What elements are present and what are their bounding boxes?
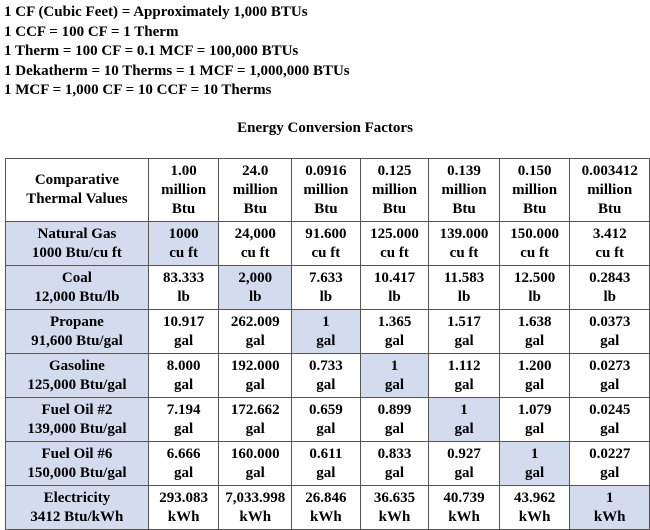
cell-text: cu ft [240,244,270,261]
cell-text: gal [454,464,474,481]
cell-text: Natural Gas [37,225,117,242]
note-line: 1 CF (Cubic Feet) = Approximately 1,000 BTUs [4,4,308,20]
cell-text: gal [316,376,336,393]
cell-text: 1.00 [170,162,197,179]
cell-text: gal [600,376,620,393]
value-cell [292,354,361,398]
value-cell [292,398,361,442]
value-cell [148,310,219,354]
fuel-label-cell [6,442,149,486]
value-cell [148,266,219,310]
cell-text: 91.600 [305,225,347,242]
cell-text: 3.412 [592,225,627,242]
cell-text: gal [316,464,336,481]
value-cell [148,354,219,398]
conversion-notes [4,3,350,101]
cell-text: lb [457,288,471,305]
cell-text: 8.000 [166,357,201,374]
value-cell [292,486,361,530]
value-cell [219,442,292,486]
cell-text: 1 [605,489,614,506]
cell-text: 0.150 [517,162,552,179]
cell-text: lb [248,288,262,305]
cell-text: gal [454,332,474,349]
table-row [6,310,650,354]
cell-text: Btu [243,200,267,217]
cell-text: gal [525,420,545,437]
value-cell [429,266,500,310]
fuel-label-cell [6,266,149,310]
cell-text: 139.000 [439,225,489,242]
cell-text: cu ft [595,244,625,261]
value-cell [292,266,361,310]
cell-text: 0.0245 [589,401,631,418]
cell-text: 91,600 Btu/gal [31,332,123,349]
cell-text: million [371,181,417,198]
cell-text: Btu [171,200,196,217]
cell-text: 1.079 [517,401,552,418]
value-cell [429,398,500,442]
cell-text: 1 [530,445,539,462]
cell-text: 43.962 [513,489,556,506]
cell-text: 1.200 [517,357,552,374]
value-cell [499,442,570,486]
cell-text: gal [316,420,336,437]
table-row [6,442,650,486]
cell-text: cu ft [169,244,198,261]
cell-text: 293.083 [159,489,208,506]
fuel-label-cell [6,222,149,266]
cell-text: 139,000 Btu/gal [27,420,127,437]
value-cell [360,486,429,530]
cell-text: 0.659 [309,401,343,418]
header-cell [429,159,500,222]
cell-text: lb [319,288,333,305]
cell-text: gal [384,332,405,349]
value-cell [570,310,650,354]
cell-text: cu ft [520,244,549,261]
cell-text: 1000 Btu/cu ft [31,244,122,261]
cell-text: Btu [452,200,476,217]
value-cell [219,398,292,442]
cell-text: gal [174,332,194,349]
value-cell [148,486,219,530]
cell-text: Btu [382,200,407,217]
cell-text: million [441,181,487,198]
value-cell [360,398,429,442]
cell-text: 1.638 [517,313,552,330]
cell-text: million [587,181,633,198]
table-title: Energy Conversion Factors [237,120,413,136]
cell-text: 7.194 [166,401,201,418]
table-row [6,354,650,398]
cell-text: 12,000 Btu/lb [34,288,120,305]
value-cell [148,398,219,442]
cell-text: gal [174,420,194,437]
cell-text: Thermal Values [26,191,128,207]
cell-text: million [303,181,349,198]
cell-text: Coal [61,269,92,286]
cell-text: 0.0373 [589,313,631,330]
cell-text: 150,000 Btu/gal [27,464,127,481]
value-cell [219,310,292,354]
cell-text: gal [174,464,194,481]
value-cell [499,222,570,266]
value-cell [292,310,361,354]
value-cell [360,222,429,266]
cell-text: gal [384,420,405,437]
cell-text: 0.139 [447,162,481,179]
cell-text: gal [600,464,620,481]
cell-text: gal [245,376,265,393]
cell-text: Comparative [34,172,119,188]
cell-text: lb [528,288,541,305]
cell-text: 1 [460,401,468,418]
value-cell [499,354,570,398]
cell-text: Gasoline [48,357,105,374]
cell-text: 0.003412 [581,162,638,179]
cell-text: 0.125 [377,162,412,179]
cell-text: cu ft [311,244,341,261]
value-cell [570,266,650,310]
value-cell [570,222,650,266]
value-cell [360,354,429,398]
cell-text: 3412 Btu/kWh [30,508,124,525]
cell-text: million [512,181,558,198]
cell-text: Btu [522,200,547,217]
value-cell [570,486,650,530]
value-cell [292,442,361,486]
cell-text: 0.899 [377,401,412,418]
cell-text: 36.635 [373,489,416,506]
value-cell [429,354,500,398]
fuel-label-cell [6,310,149,354]
cell-text: kWh [378,508,411,525]
cell-text: 1 [390,357,399,374]
cell-text: gal [245,332,265,349]
cell-text: cu ft [380,244,409,261]
header-cell [148,159,219,222]
cell-text: 0.2843 [589,269,631,286]
cell-text: 192.000 [230,357,280,374]
fuel-label-cell [6,354,149,398]
cell-text: 12.500 [513,269,556,286]
cell-text: gal [245,464,265,481]
cell-text: 0.611 [309,445,343,462]
cell-text: 125,000 Btu/gal [27,376,127,393]
cell-text: kWh [310,508,342,525]
cell-text: gal [525,376,545,393]
cell-text: kWh [448,508,480,525]
cell-text: kWh [167,508,200,525]
value-cell [148,442,219,486]
header-cell [570,159,650,222]
cell-text: 0.733 [309,357,343,374]
cell-text: 125.000 [370,225,419,242]
note-line: 1 Dekatherm = 10 Therms = 1 MCF = 1,000,000 BTUs [4,62,350,79]
fuel-label-cell [6,398,149,442]
value-cell [292,222,361,266]
value-cell [499,310,570,354]
cell-text: kWh [593,508,626,525]
value-cell [148,222,219,266]
value-cell [429,222,500,266]
cell-text: 40.739 [443,489,485,506]
value-cell [219,222,292,266]
cell-text: 10.417 [373,269,416,286]
cell-text: million [232,181,278,198]
fuel-label-cell [6,486,149,530]
value-cell [219,354,292,398]
cell-text: 160.000 [230,445,280,462]
value-cell [429,442,500,486]
cell-text: 1.365 [377,313,412,330]
value-cell [570,442,650,486]
cell-text: 2,000 [238,269,273,286]
value-cell [360,310,429,354]
cell-text: million [161,181,207,198]
cell-text: 26.846 [305,489,347,506]
cell-text: 0.833 [377,445,412,462]
note-line: 1 MCF = 1,000 CF = 10 CCF = 10 Therms [4,82,272,98]
cell-text: gal [384,376,405,393]
header-cell [292,159,361,222]
cell-text: 1000 [168,225,199,242]
cell-text: Btu [314,200,338,217]
value-cell [219,266,292,310]
cell-text: lb [177,288,190,305]
cell-text: 6.666 [166,445,201,462]
cell-text: 1 [322,313,330,330]
table-row [6,266,650,310]
header-cell [499,159,570,222]
table-row [6,486,650,530]
cell-text: 7,033.998 [225,489,286,506]
cell-text: 83.333 [162,269,205,286]
cell-text: lb [388,288,401,305]
cell-text: 0.927 [447,445,481,462]
note-line: 1 Therm = 100 CF = 0.1 MCF = 100,000 BTUs [4,43,299,59]
value-cell [570,354,650,398]
cell-text: Fuel Oil #2 [41,401,113,418]
cell-text: kWh [518,508,551,525]
note-line: 1 CCF = 100 CF = 1 Therm [4,23,179,40]
value-cell [219,486,292,530]
cell-text: kWh [239,508,272,525]
cell-text: Propane [49,313,104,330]
header-cell [360,159,429,222]
cell-text: gal [600,332,620,349]
cell-text: 0.0916 [305,162,347,179]
cell-text: 1.517 [447,313,481,330]
header-row [6,159,650,222]
cell-text: 262.009 [230,313,280,330]
header-cell [219,159,292,222]
cell-text: gal [316,332,336,349]
value-cell [499,398,570,442]
cell-text: 11.583 [443,269,485,286]
header-label-cell [6,159,149,222]
cell-text: 1.112 [447,357,481,374]
cell-text: gal [384,464,405,481]
energy-conversion-table [5,158,650,530]
cell-text: 7.633 [309,269,343,286]
cell-text: gal [454,376,474,393]
cell-text: Fuel Oil #6 [41,445,113,462]
cell-text: lb [603,288,616,305]
table-row [6,398,650,442]
cell-text: 150.000 [510,225,559,242]
value-cell [360,442,429,486]
value-cell [499,266,570,310]
cell-text: cu ft [449,244,479,261]
cell-text: gal [174,376,194,393]
value-cell [429,486,500,530]
cell-text: 0.0227 [589,445,631,462]
cell-text: 172.662 [230,401,280,418]
value-cell [429,310,500,354]
cell-text: gal [245,420,265,437]
cell-text: 10.917 [162,313,205,330]
cell-text: 24.0 [242,162,269,179]
cell-text: gal [600,420,620,437]
cell-text: gal [525,332,545,349]
cell-text: 24,000 [234,225,276,242]
cell-text: Btu [598,200,622,217]
value-cell [570,398,650,442]
table-row [6,222,650,266]
cell-text: 0.0273 [589,357,631,374]
cell-text: gal [525,464,545,481]
value-cell [360,266,429,310]
cell-text: gal [454,420,474,437]
cell-text: Electricity [43,489,111,506]
value-cell [499,486,570,530]
